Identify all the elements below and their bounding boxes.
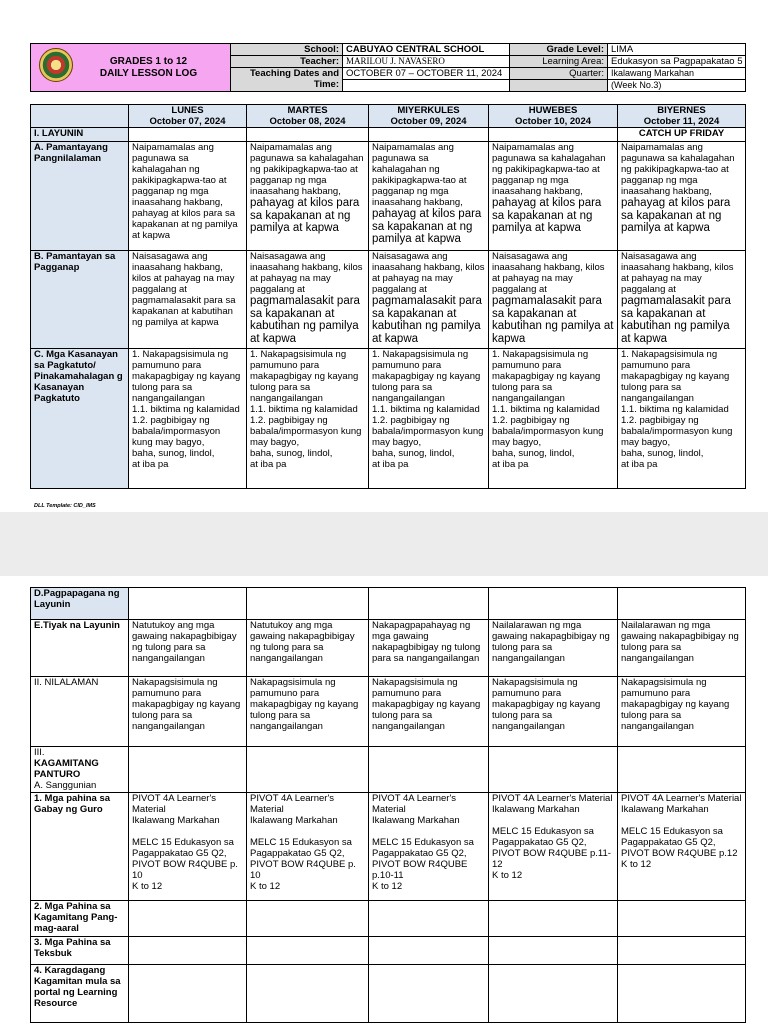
- cell-pangnilalaman-fri: [618, 142, 746, 251]
- cell-gabay-tue: PIVOT 4A Learner's Material Ikalawang Markahan MELC 15 Edukasyon sa Pagappakatao G5 Q2, PIVOT BOW R4QUBE p. 10 K to 12: [247, 793, 369, 901]
- title-line-1: GRADES 1 to 12: [109, 55, 188, 67]
- label-line: III.: [34, 747, 45, 758]
- cell-blank: [489, 901, 618, 937]
- cell-blank: [369, 588, 489, 620]
- day-name: MIYERKULES: [397, 105, 460, 116]
- cell-blank: [247, 747, 369, 793]
- cell-text-large: pahayag at kilos para sa kapakanan at ng pamilya at kapwa: [372, 208, 482, 245]
- cell-text: Naipamamalas ang pagunawa sa kahalagahan ng pakikipagkapwa-tao at pagganap ng mga inaasahang hakbang,: [372, 142, 467, 208]
- label-line: A. Sanggunian: [34, 780, 97, 791]
- cell-pagganap-mon: Naisasagawa ang inaasahang hakbang, kilos at pahayag na may paggalang at pagmamalasakit para sa kapakanan at kabutihan ng pamilya at kapwa: [129, 251, 247, 349]
- dates-blank: [343, 80, 510, 92]
- cell-blank: [369, 965, 489, 1023]
- cell-blank: [618, 965, 746, 1023]
- cell-text: Naisasagawa ang inaasahang hakbang, kilos at pahayag na may paggalang at: [492, 251, 605, 295]
- day-name: HUWEBES: [528, 105, 578, 116]
- quarter-value: Ikalawang Markahan: [608, 68, 746, 80]
- dates-label: [231, 68, 343, 92]
- cell-text: Naipamamalas ang pagunawa sa kahalagahan ng pakikipagkapwa-tao at pagganap ng mga inaasahang hakbang,: [492, 142, 606, 197]
- cell-tiyak-wed: Nakapagpapahayag ng mga gawaing nakapagbibigay ng tulong para sa nangangailangan: [369, 620, 489, 677]
- cell-blank: [618, 937, 746, 965]
- cell-nilalaman-fri: [618, 677, 746, 747]
- row-label-tiyak-na-layunin: E.Tiyak na Layunin: [31, 620, 129, 677]
- day-header-fri: [618, 105, 746, 128]
- grade-value: LIMA: [608, 44, 746, 56]
- day-date: October 09, 2024: [390, 116, 467, 127]
- layunin-cell: [489, 128, 618, 142]
- cell-text-large: pahayag at kilos para sa kapakanan at ng pamilya at kapwa: [621, 197, 731, 234]
- cell-blank: [618, 901, 746, 937]
- cell-kasanayan-wed: 1. Nakapagsisimula ng pamumuno para makapagbigay ng kayang tulong para sa nangangailangan 1.1. biktima ng kalamidad 1.2. pagbibigay ng babala/impormasyon kung may bagyo, baha, sunog, lindol, at iba pa: [369, 349, 489, 489]
- teacher-value: MARILOU J. NAVASERO: [343, 56, 510, 68]
- layunin-cell: [129, 128, 247, 142]
- cell-blank: [618, 747, 746, 793]
- row-label-pagpapagana: D.Pagpapagana ng Layunin: [31, 588, 129, 620]
- day-date: October 10, 2024: [514, 116, 592, 127]
- cell-pagganap-fri: [618, 251, 746, 349]
- cell-kasanayan-thu: 1. Nakapagsisimula ng pamumuno para makapagbigay ng kayang tulong para sa nangangailangan 1.1. biktima ng kalamidad 1.2. pagbibigay ng babala/impormasyon kung may bagyo, baha, sunog, lindol, at iba pa: [489, 349, 618, 489]
- cell-blank: [247, 901, 369, 937]
- cell-nilalaman-wed: Nakapagsisimula ng pamumuno para makapagbigay ng kayang tulong para sa nangangailangan: [369, 677, 489, 747]
- day-header-tue: [247, 105, 369, 128]
- week-value: (Week No.3): [608, 80, 746, 92]
- cell-pagganap-tue: [247, 251, 369, 349]
- cell-text-large: pagmamalasakit para sa kapakanan at kabutihan ng pamilya at kapwa: [372, 295, 482, 345]
- cell-pangnilalaman-tue: [247, 142, 369, 251]
- cell-gabay-mon: PIVOT 4A Learner's Material Ikalawang Markahan MELC 15 Edukasyon sa Pagappakatao G5 Q2, PIVOT BOW R4QUBE p. 10 K to 12: [129, 793, 247, 901]
- dll-template-footnote: DLL Template: CID_IMS: [34, 503, 96, 509]
- day-header-mon: [129, 105, 247, 128]
- school-seal-icon: [39, 48, 73, 82]
- layunin-cell: [247, 128, 369, 142]
- cell-tiyak-mon: Natutukoy ang mga gawaing nakapagbibigay ng tulong para sa nangangailangan: [129, 620, 247, 677]
- cell-blank: [247, 588, 369, 620]
- row-label-pamantayan-sa-pagganap: B. Pamantayan sa Pagganap: [31, 251, 129, 349]
- cell-text: Naisasagawa ang inaasahang hakbang, kilos at pahayag na may paggalang at: [250, 251, 363, 295]
- label-line-bold: KAGAMITANG PANTURO: [34, 758, 99, 780]
- row-label-kasanayan-sa-pagkatuto: C. Mga Kasanayan sa Pagkatuto/ Pinakamahalagan g Kasanayan Pagkatuto: [31, 349, 129, 489]
- cell-tiyak-tue: Natutukoy ang mga gawaing nakapagbibigay ng tulong para sa nangangailangan: [247, 620, 369, 677]
- cell-pangnilalaman-wed: [369, 142, 489, 251]
- cell-text-large: pahayag at kilos para sa kapakanan at ng pamilya at kapwa: [250, 197, 360, 234]
- teacher-label: Teacher:: [231, 56, 343, 68]
- cell-blank: [247, 937, 369, 965]
- day-date: October 11, 2024: [643, 116, 720, 127]
- row-label-gabay-ng-guro: 1. Mga pahina sa Gabay ng Guro: [31, 793, 129, 901]
- title-line-2: DAILY LESSON LOG: [99, 67, 198, 79]
- cell-text-large: pahayag at kilos para sa kapakanan at ng pamilya at kapwa: [492, 197, 602, 234]
- row-label-nilalaman: II. NILALAMAN: [31, 677, 129, 747]
- cell-tiyak-thu: Nailalarawan ng mga gawaing nakapagbibigay ng tulong para sa nangangailangan: [489, 620, 618, 677]
- school-label: School:: [231, 44, 343, 56]
- cell-pagganap-wed: [369, 251, 489, 349]
- grade-label: Grade Level:: [510, 44, 608, 56]
- area-label: Learning Area:: [510, 56, 608, 68]
- school-value: CABUYAO CENTRAL SCHOOL: [343, 44, 510, 56]
- cell-text-large: pagmamalasakit para sa kapakanan at kabutihan ng pamilya at kapwa: [250, 295, 360, 345]
- cell-text: Naipamamalas ang pagunawa sa kahalagahan ng pakikipagkapwa-tao at pagganap ng mga inaasahang hakbang,: [621, 142, 735, 197]
- cell-blank: [369, 747, 489, 793]
- layunin-cell: [369, 128, 489, 142]
- quarter-label: Quarter:: [510, 68, 608, 80]
- cell-blank: [369, 901, 489, 937]
- day-header-thu: [489, 105, 618, 128]
- dll-main-table-bottom: [30, 587, 746, 1023]
- cell-pagganap-thu: [489, 251, 618, 349]
- cell-text: Naipamamalas ang pagunawa sa kahalagahan ng pakikipagkapwa-tao at pagganap ng mga inaasahang hakbang,: [250, 142, 364, 197]
- cell-text: Naisasagawa ang inaasahang hakbang, kilos at pahayag na may paggalang at: [372, 251, 485, 295]
- cell-blank: [129, 747, 247, 793]
- cell-gabay-fri: PIVOT 4A Learner's Material Ikalawang Markahan MELC 15 Edukasyon sa Pagappakatao G5 Q2, PIVOT BOW R4QUBE p.12 K to 12: [618, 793, 746, 901]
- dates-label-line-1: Teaching Dates and: [249, 68, 339, 79]
- page-gap: [0, 512, 768, 576]
- catch-up-friday: CATCH UP FRIDAY: [618, 128, 746, 142]
- day-name: BIYERNES: [657, 105, 706, 116]
- row-label-pamantayang-pangnilalaman: A. Pamantayang Pangnilalaman: [31, 142, 129, 251]
- cell-tiyak-fri: Nailalarawan ng mga gawaing nakapagbibigay ng tulong para sa nangangailangan: [618, 620, 746, 677]
- row-label-pang-mag-aaral: 2. Mga Pahina sa Kagamitang Pang-mag-aaral: [31, 901, 129, 937]
- dll-main-table-top: [30, 104, 746, 489]
- dll-header-table: [30, 43, 746, 92]
- row-label-karagdagang-kagamitan: 4. Karagdagang Kagamitan mula sa portal ng Learning Resource: [31, 965, 129, 1023]
- cell-pangnilalaman-thu: [489, 142, 618, 251]
- cell-blank: [247, 965, 369, 1023]
- dates-label-line-2: Time:: [313, 79, 339, 90]
- quarter-label-blank: [510, 80, 608, 92]
- corner-cell: [31, 105, 129, 128]
- cell-gabay-thu: PIVOT 4A Learner's Material Ikalawang Markahan MELC 15 Edukasyon sa Pagappakatao G5 Q2, PIVOT BOW R4QUBE p.11-12 K to 12: [489, 793, 618, 901]
- cell-kasanayan-fri: 1. Nakapagsisimula ng pamumuno para makapagbigay ng kayang tulong para sa nangangailangan 1.1. biktima ng kalamidad 1.2. pagbibigay ng babala/impormasyon kung may bagyo, baha, sunog, lindol, at iba pa: [618, 349, 746, 489]
- cell-pangnilalaman-mon: Naipamamalas ang pagunawa sa kahalagahan ng pakikipagkapwa-tao at pagganap ng mga inaasahang hakbang, pahayag at kilos para sa kapakanan at ng pamilya at kapwa: [129, 142, 247, 251]
- day-header-wed: [369, 105, 489, 128]
- cell-nilalaman-tue: Nakapagsisimula ng pamumuno para makapagbigay ng kayang tulong para sa nangangailangan: [247, 677, 369, 747]
- day-date: October 07, 2024: [149, 116, 226, 127]
- dll-title: [31, 44, 231, 92]
- cell-blank: [489, 747, 618, 793]
- cell-kasanayan-mon: 1. Nakapagsisimula ng pamumuno para makapagbigay ng kayang tulong para sa nangangailangan 1.1. biktima ng kalamidad 1.2. pagbibigay ng babala/impormasyon kung may bagyo, baha, sunog, lindol, at iba pa: [129, 349, 247, 489]
- cell-text-large: pagmamalasakit para sa kapakanan at kabutihan ng pamilya at kapwa: [621, 295, 731, 345]
- day-name: MARTES: [287, 105, 328, 116]
- day-name: LUNES: [171, 105, 204, 116]
- row-label-teksbuk: 3. Mga Pahina sa Teksbuk: [31, 937, 129, 965]
- cell-blank: [129, 901, 247, 937]
- cell-text: Naisasagawa ang inaasahang hakbang, kilos at pahayag na may paggalang at: [621, 251, 734, 295]
- row-label-kagamitang-panturo: [31, 747, 129, 793]
- cell-blank: [369, 937, 489, 965]
- cell-text: Nakapagsisimula ng pamumuno para makapagbigay ng kayang tulong para sa nangangailangan: [621, 677, 730, 732]
- day-date: October 08, 2024: [269, 116, 346, 127]
- cell-blank: [618, 588, 746, 620]
- dates-value: OCTOBER 07 – OCTOBER 11, 2024: [343, 68, 510, 80]
- cell-blank: [129, 937, 247, 965]
- cell-text-large: pagmamalasakit para sa kapakanan at kabutihan ng pamilya at kapwa: [492, 295, 614, 345]
- cell-blank: [129, 588, 247, 620]
- cell-blank: [489, 965, 618, 1023]
- cell-nilalaman-thu: Nakapagsisimula ng pamumuno para makapagbigay ng kayang tulong para sa nangangailangan: [489, 677, 618, 747]
- layunin-label: I. LAYUNIN: [31, 128, 129, 142]
- cell-blank: [489, 937, 618, 965]
- cell-gabay-wed: PIVOT 4A Learner's Material Ikalawang Markahan MELC 15 Edukasyon sa Pagappakatao G5 Q2, PIVOT BOW R4QUBE p.10-11 K to 12: [369, 793, 489, 901]
- cell-nilalaman-mon: Nakapagsisimula ng pamumuno para makapagbigay ng kayang tulong para sa nangangailangan: [129, 677, 247, 747]
- cell-blank: [489, 588, 618, 620]
- cell-kasanayan-tue: 1. Nakapagsisimula ng pamumuno para makapagbigay ng kayang tulong para sa nangangailangan 1.1. biktima ng kalamidad 1.2. pagbibigay ng babala/impormasyon kung may bagyo, baha, sunog, lindol, at iba pa: [247, 349, 369, 489]
- area-value: Edukasyon sa Pagpapakatao 5: [608, 56, 746, 68]
- cell-blank: [129, 965, 247, 1023]
